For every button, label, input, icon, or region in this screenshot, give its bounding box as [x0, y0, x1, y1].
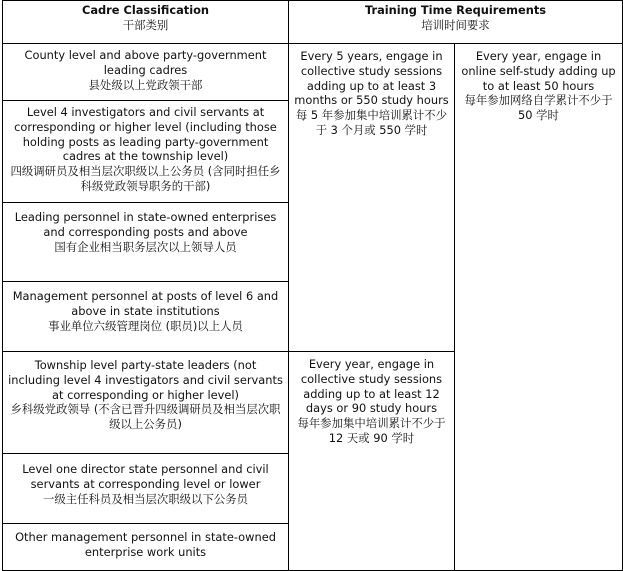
cadre-cell-other-soe-management: Other management personnel in state-owned enterprise work units	[3, 524, 289, 571]
cadre-cell-institution-management: Management personnel at posts of level 6 and above in state institutions 事业单位六级管理岗位 (职员)以上人员	[3, 282, 289, 352]
senior-collective-study-cell: Every 5 years, engage in collective study sessions adding up to at least 3 months or 550 study hours 每 5 年参加集中培训累计不少于 3 个月或 550 学时	[289, 44, 455, 352]
cadre-cell-soe-leaders: Leading personnel in state-owned enterprises and corresponding posts and above 国有企业相当职务层次以上领导人员	[3, 203, 289, 282]
training-time-header: Training Time Requirements 培训时间要求	[289, 1, 623, 44]
junior-collective-study-cell: Every year, engage in collective study sessions adding up to at least 12 days or 90 study hours 每年参加集中培训累计不少于 12 天或 90 学时	[289, 352, 455, 571]
cadre-cell-level4-investigators: Level 4 investigators and civil servants at corresponding or higher level (including those holding posts as leading party-government cadres at the township level) 四级调研员及相当层次职级以上公务员 (含同时担任乡科级党政领导职务的干部)	[3, 101, 289, 203]
cadre-classification-header: Cadre Classification 干部类别	[3, 1, 289, 44]
table-row	[3, 44, 623, 101]
cadre-cell-county-leaders: County level and above party-government leading cadres 县处级以上党政领干部	[3, 44, 289, 101]
cadre-training-table	[2, 0, 623, 571]
header-row	[3, 1, 623, 44]
cadre-cell-township-leaders: Township level party-state leaders (not including level 4 investigators and civil servants at corresponding or higher level) 乡科级党政领导 (不含已晋升四级调研员及相当层次职级以上公务员)	[3, 352, 289, 454]
cadre-cell-level1-directors: Level one director state personnel and civil servants at corresponding level or lower 一级主任科员及相当层次职级以下公务员	[3, 454, 289, 524]
online-self-study-cell: Every year, engage in online self-study adding up to at least 50 hours 每年参加网络自学累计不少于 50 学时	[455, 44, 623, 571]
